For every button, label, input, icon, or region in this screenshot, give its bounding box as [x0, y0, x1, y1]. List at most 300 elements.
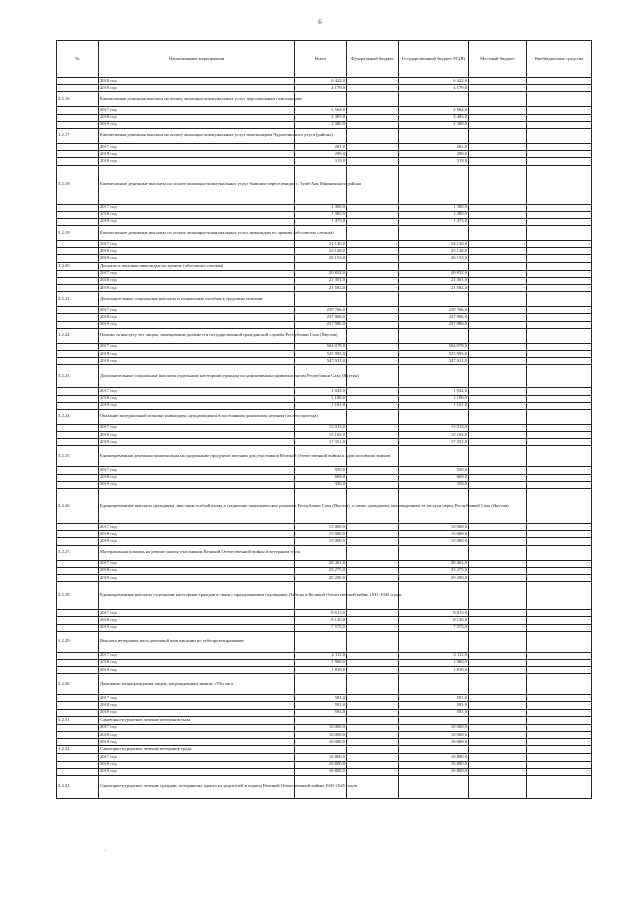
cell-total: 13 013,0 — [295, 424, 347, 431]
year-row — [57, 158, 592, 165]
cell-name: 2019 год — [99, 481, 295, 488]
cell-federal — [347, 674, 399, 695]
cell-code — [57, 768, 99, 775]
measure-row — [57, 92, 592, 107]
cell-local: - — [469, 350, 527, 357]
cell-extra: - — [527, 659, 592, 666]
year-row — [57, 432, 592, 439]
cell-extra: - — [527, 143, 592, 150]
cell-federal: - — [347, 768, 399, 775]
cell-name: 2017 год — [99, 560, 295, 567]
cell-code — [57, 709, 99, 716]
cell-extra: - — [527, 158, 592, 165]
cell-name: Дополнительные социальные выплаты отдельным категориям граждан по нормативным правовым актам Республики Саха (Якутия) — [99, 365, 295, 388]
cell-code — [57, 474, 99, 481]
cell-federal: - — [347, 321, 399, 328]
cell-name: 2018 год — [99, 702, 295, 709]
year-row — [57, 350, 592, 357]
cell-regional: 15 182,0 — [399, 432, 469, 439]
cell-name: Санаторно-курортное лечение граждан, потерявших одного из родителей в период Великой Отечественной войны 1941-1945 годов — [99, 775, 295, 798]
header-no: № — [57, 41, 99, 78]
header-local: Местный бюджет — [469, 41, 527, 78]
cell-name: 2018 год — [99, 211, 295, 218]
cell-code: 3.2.23 — [57, 365, 99, 388]
cell-total: 1 300,0 — [295, 204, 347, 211]
cell-local: - — [469, 343, 527, 350]
cell-regional: 2 111,0 — [399, 652, 469, 659]
cell-name: 2017 год — [99, 343, 295, 350]
cell-extra: - — [527, 481, 592, 488]
cell-regional: 15 000,0 — [399, 531, 469, 538]
cell-code: 3.2.28 — [57, 582, 99, 610]
cell-name: 2019 год — [99, 255, 295, 262]
cell-name: 2018 год — [99, 248, 295, 255]
cell-total: 1 960,0 — [295, 659, 347, 666]
cell-total: 2 380,0 — [295, 121, 347, 128]
cell-extra: - — [527, 395, 592, 402]
cell-code: 3.2.17 — [57, 128, 99, 143]
cell-total: 1 106,0 — [295, 395, 347, 402]
cell-extra: - — [527, 754, 592, 761]
cell-local: - — [469, 538, 527, 545]
cell-code — [57, 560, 99, 567]
cell-code — [57, 761, 99, 768]
cell-local: - — [469, 702, 527, 709]
cell-name: 2018 год — [99, 432, 295, 439]
cell-local — [469, 582, 527, 610]
cell-regional: 239 766,0 — [399, 307, 469, 314]
cell-total: 281,0 — [295, 143, 347, 150]
cell-local: - — [469, 78, 527, 85]
cell-federal: - — [347, 211, 399, 218]
cell-code — [57, 439, 99, 446]
cell-local — [469, 365, 527, 388]
cell-extra: - — [527, 424, 592, 431]
cell-regional: 2 564,0 — [399, 107, 469, 114]
cell-code — [57, 151, 99, 158]
cell-code: 3.2.16 — [57, 92, 99, 107]
cell-total: 2 483,0 — [295, 114, 347, 121]
cell-extra: - — [527, 702, 592, 709]
cell-extra: - — [527, 211, 592, 218]
cell-federal: - — [347, 395, 399, 402]
cell-total: 15 000,0 — [295, 524, 347, 531]
cell-extra — [527, 328, 592, 343]
cell-total — [295, 746, 347, 754]
cell-local: - — [469, 768, 527, 775]
cell-code — [57, 285, 99, 292]
cell-federal: - — [347, 78, 399, 85]
cell-name: 2018 год — [99, 78, 295, 85]
cell-code: 3.2.19 — [57, 226, 99, 241]
cell-local: - — [469, 241, 527, 248]
cell-extra: - — [527, 439, 592, 446]
year-row — [57, 567, 592, 574]
cell-extra: - — [527, 114, 592, 121]
cell-local: - — [469, 761, 527, 768]
cell-code — [57, 321, 99, 328]
year-row — [57, 248, 592, 255]
cell-extra: - — [527, 343, 592, 350]
measure-row — [57, 328, 592, 343]
budget-table — [56, 40, 592, 799]
cell-regional: 1 161,0 — [399, 402, 469, 409]
cell-extra: - — [527, 617, 592, 624]
cell-code: 3.2.22 — [57, 328, 99, 343]
cell-code — [57, 107, 99, 114]
cell-total: 237 986,0 — [295, 321, 347, 328]
cell-extra: - — [527, 255, 592, 262]
cell-local: - — [469, 158, 527, 165]
cell-total — [295, 674, 347, 695]
year-row — [57, 424, 592, 431]
cell-regional: 8 615,0 — [399, 610, 469, 617]
cell-code: 3.2.20 — [57, 262, 99, 270]
cell-federal: - — [347, 270, 399, 277]
cell-code — [57, 395, 99, 402]
cell-local: - — [469, 388, 527, 395]
cell-total: 581,0 — [295, 709, 347, 716]
year-row — [57, 85, 592, 92]
cell-federal: - — [347, 432, 399, 439]
header-total: Всего — [295, 41, 347, 78]
year-row — [57, 321, 592, 328]
cell-extra: - — [527, 610, 592, 617]
cell-federal: - — [347, 724, 399, 731]
cell-extra: - — [527, 574, 592, 581]
cell-code — [57, 388, 99, 395]
cell-local: - — [469, 617, 527, 624]
cell-name: 2017 год — [99, 107, 295, 114]
cell-federal — [347, 92, 399, 107]
cell-regional: 20 832,0 — [399, 270, 469, 277]
cell-name: Ежемесячные денежные выплаты по оплате жилищно-коммунальных услуг инвалидам по зрению (абсолютно слепым) — [99, 226, 295, 241]
cell-regional — [399, 631, 469, 652]
cell-total: 16 800,0 — [295, 754, 347, 761]
cell-extra: - — [527, 307, 592, 314]
cell-federal: - — [347, 343, 399, 350]
cell-name: 2019 год — [99, 439, 295, 446]
cell-federal: - — [347, 574, 399, 581]
cell-name: 2018 год — [99, 567, 295, 574]
year-row — [57, 467, 592, 474]
cell-code: 3.2.21. — [57, 292, 99, 307]
cell-regional: 1 810,0 — [399, 667, 469, 674]
measure-row — [57, 746, 592, 754]
cell-local: - — [469, 732, 527, 739]
year-row — [57, 652, 592, 659]
cell-total: 350,0 — [295, 481, 347, 488]
cell-code — [57, 610, 99, 617]
cell-federal: - — [347, 358, 399, 365]
cell-code — [57, 78, 99, 85]
cell-extra — [527, 92, 592, 107]
cell-total: 581,0 — [295, 695, 347, 702]
cell-regional: 1 042,0 — [399, 388, 469, 395]
year-row — [57, 768, 592, 775]
cell-code — [57, 241, 99, 248]
cell-local: - — [469, 121, 527, 128]
cell-regional: 1 475,0 — [399, 218, 469, 225]
year-row — [57, 624, 592, 631]
cell-regional: 2 380,0 — [399, 121, 469, 128]
cell-local: - — [469, 211, 527, 218]
cell-name: 2018 год — [99, 531, 295, 538]
cell-extra — [527, 365, 592, 388]
cell-extra — [527, 292, 592, 307]
cell-extra — [527, 165, 592, 204]
cell-extra: - — [527, 321, 592, 328]
cell-extra: - — [527, 277, 592, 284]
cell-code — [57, 617, 99, 624]
cell-total: 1 475,0 — [295, 218, 347, 225]
cell-total: 950,0 — [295, 467, 347, 474]
cell-extra: - — [527, 709, 592, 716]
cell-local: - — [469, 624, 527, 631]
cell-extra: - — [527, 724, 592, 731]
cell-name: Доплаты к пенсиям инвалидам по зрению (абсолютно слепым) — [99, 262, 295, 270]
cell-local: - — [469, 358, 527, 365]
cell-local: - — [469, 277, 527, 284]
cell-local — [469, 775, 527, 798]
year-row — [57, 358, 592, 365]
cell-local: - — [469, 560, 527, 567]
year-row — [57, 724, 592, 731]
cell-local: - — [469, 218, 527, 225]
cell-name: 2019 год — [99, 218, 295, 225]
cell-code: 3.2.27. — [57, 545, 99, 560]
cell-regional: 28 461,8 — [399, 560, 469, 567]
cell-total: 2 564,0 — [295, 107, 347, 114]
cell-code — [57, 432, 99, 439]
cell-extra: - — [527, 560, 592, 567]
cell-name: 2019 год — [99, 538, 295, 545]
cell-total: 10 000,0 — [295, 732, 347, 739]
cell-total — [295, 545, 347, 560]
cell-federal — [347, 409, 399, 424]
cell-regional — [399, 582, 469, 610]
cell-total: 16 800,0 — [295, 761, 347, 768]
cell-code: 3.2.24 — [57, 409, 99, 424]
year-row — [57, 277, 592, 284]
cell-federal: - — [347, 114, 399, 121]
cell-local: - — [469, 402, 527, 409]
cell-total: 15 000,0 — [295, 538, 347, 545]
cell-extra — [527, 489, 592, 524]
cell-regional — [399, 165, 469, 204]
cell-code: 3.2.30 — [57, 674, 99, 695]
year-row — [57, 610, 592, 617]
cell-name: 2019 год — [99, 667, 295, 674]
year-row — [57, 241, 592, 248]
cell-total: 8 120,0 — [295, 617, 347, 624]
cell-name: Ежемесячные денежные выплаты по оплате жилищно-коммунальных услуг бывшим переселенцам с. Туой-Хая Мирнинского района — [99, 165, 295, 204]
cell-name: Материальная помощь на ремонт жилья участникам Великой Отечественной войны и ветеранам тыла — [99, 545, 295, 560]
cell-federal — [347, 292, 399, 307]
cell-federal: - — [347, 439, 399, 446]
cell-code — [57, 467, 99, 474]
cell-regional: 17 351,0 — [399, 439, 469, 446]
measure-row — [57, 292, 592, 307]
cell-extra: - — [527, 121, 592, 128]
cell-local — [469, 328, 527, 343]
cell-regional: 504 078,0 — [399, 343, 469, 350]
cell-total: 8 615,0 — [295, 610, 347, 617]
cell-extra: - — [527, 432, 592, 439]
cell-total: 1 385,0 — [295, 211, 347, 218]
cell-local: - — [469, 724, 527, 731]
cell-local: - — [469, 321, 527, 328]
cell-federal: - — [347, 285, 399, 292]
cell-code: 3.2.25 — [57, 446, 99, 467]
cell-name: 2018 год — [99, 617, 295, 624]
cell-code — [57, 343, 99, 350]
year-row — [57, 659, 592, 666]
header-regional: Государственный бюджет РС(Я) — [399, 41, 469, 78]
cell-extra — [527, 545, 592, 560]
cell-name: 2018 год — [99, 114, 295, 121]
cell-regional: 319,0 — [399, 158, 469, 165]
cell-local: - — [469, 574, 527, 581]
cell-federal: - — [347, 307, 399, 314]
year-row — [57, 754, 592, 761]
cell-regional: 4 179,0 — [399, 85, 469, 92]
cell-local: - — [469, 114, 527, 121]
cell-local: - — [469, 85, 527, 92]
cell-regional — [399, 328, 469, 343]
cell-local: - — [469, 151, 527, 158]
cell-total: 1 042,0 — [295, 388, 347, 395]
cell-code — [57, 358, 99, 365]
cell-name: 2017 год — [99, 754, 295, 761]
cell-federal — [347, 716, 399, 724]
cell-total: 319,0 — [295, 158, 347, 165]
cell-local: - — [469, 143, 527, 150]
cell-name: 2019 год — [99, 574, 295, 581]
cell-name: 2019 год — [99, 709, 295, 716]
cell-extra — [527, 716, 592, 724]
cell-federal: - — [347, 754, 399, 761]
cell-extra: - — [527, 695, 592, 702]
cell-federal — [347, 328, 399, 343]
cell-name: 2018 год — [99, 277, 295, 284]
cell-regional: 13 013,0 — [399, 424, 469, 431]
cell-regional: 10 000,0 — [399, 732, 469, 739]
cell-regional: 23 275,0 — [399, 567, 469, 574]
cell-total: 525 995,0 — [295, 350, 347, 357]
cell-federal: - — [347, 121, 399, 128]
cell-name: Оказание материальной помощи инвалидам, нуждающимся в постоянном диализном лечении (оплата проезда) — [99, 409, 295, 424]
year-row — [57, 702, 592, 709]
cell-name: 2019 год — [99, 358, 295, 365]
cell-regional: 669,0 — [399, 474, 469, 481]
cell-name: 2017 год — [99, 241, 295, 248]
cell-federal: - — [347, 702, 399, 709]
cell-local — [469, 226, 527, 241]
year-row — [57, 114, 592, 121]
cell-regional: 2 483,0 — [399, 114, 469, 121]
cell-federal: - — [347, 659, 399, 666]
cell-federal: - — [347, 667, 399, 674]
cell-name: 2018 год — [99, 395, 295, 402]
year-row — [57, 574, 592, 581]
cell-federal — [347, 746, 399, 754]
cell-extra — [527, 674, 592, 695]
cell-total: 15 182,0 — [295, 432, 347, 439]
cell-name: 2018 год — [99, 314, 295, 321]
cell-regional — [399, 226, 469, 241]
cell-name: 2018 год — [99, 474, 295, 481]
cell-code — [57, 255, 99, 262]
cell-federal — [347, 226, 399, 241]
cell-regional: 15 000,0 — [399, 524, 469, 531]
cell-local — [469, 545, 527, 560]
cell-regional: 15 000,0 — [399, 538, 469, 545]
cell-regional: 1 300,0 — [399, 204, 469, 211]
cell-regional: 8 120,0 — [399, 617, 469, 624]
cell-federal: - — [347, 481, 399, 488]
cell-extra — [527, 262, 592, 270]
cell-regional — [399, 446, 469, 467]
cell-total: 10 000,0 — [295, 724, 347, 731]
table-header-row — [57, 41, 592, 78]
cell-extra: - — [527, 241, 592, 248]
cell-name: 2017 год — [99, 204, 295, 211]
measure-row — [57, 489, 592, 524]
cell-regional: 237 906,0 — [399, 314, 469, 321]
cell-code — [57, 350, 99, 357]
cell-federal: - — [347, 143, 399, 150]
cell-regional: 25 128,0 — [399, 248, 469, 255]
cell-code — [57, 143, 99, 150]
measure-row — [57, 716, 592, 724]
cell-regional: 24 130,0 — [399, 241, 469, 248]
cell-extra: - — [527, 85, 592, 92]
cell-regional: 1 106,0 — [399, 395, 469, 402]
cell-extra: - — [527, 531, 592, 538]
cell-name: 2019 год — [99, 739, 295, 746]
cell-code — [57, 121, 99, 128]
cell-local: - — [469, 610, 527, 617]
cell-federal: - — [347, 695, 399, 702]
cell-total: 25 128,0 — [295, 248, 347, 255]
cell-name: 2017 год — [99, 307, 295, 314]
year-row — [57, 388, 592, 395]
cell-extra: - — [527, 402, 592, 409]
measure-row — [57, 262, 592, 270]
year-row — [57, 107, 592, 114]
cell-code — [57, 270, 99, 277]
cell-federal: - — [347, 85, 399, 92]
cell-local — [469, 446, 527, 467]
cell-federal: - — [347, 402, 399, 409]
cell-federal — [347, 631, 399, 652]
scan-mark: · — [104, 848, 106, 854]
cell-total: 299,0 — [295, 151, 347, 158]
cell-federal: - — [347, 732, 399, 739]
cell-federal: - — [347, 739, 399, 746]
cell-total: 547 911,0 — [295, 358, 347, 365]
cell-name: 2019 год — [99, 321, 295, 328]
cell-total: 17 351,0 — [295, 439, 347, 446]
cell-code — [57, 307, 99, 314]
cell-local: - — [469, 314, 527, 321]
measure-row — [57, 446, 592, 467]
cell-total: 581,0 — [295, 702, 347, 709]
cell-code — [57, 218, 99, 225]
cell-total — [295, 631, 347, 652]
cell-federal: - — [347, 652, 399, 659]
